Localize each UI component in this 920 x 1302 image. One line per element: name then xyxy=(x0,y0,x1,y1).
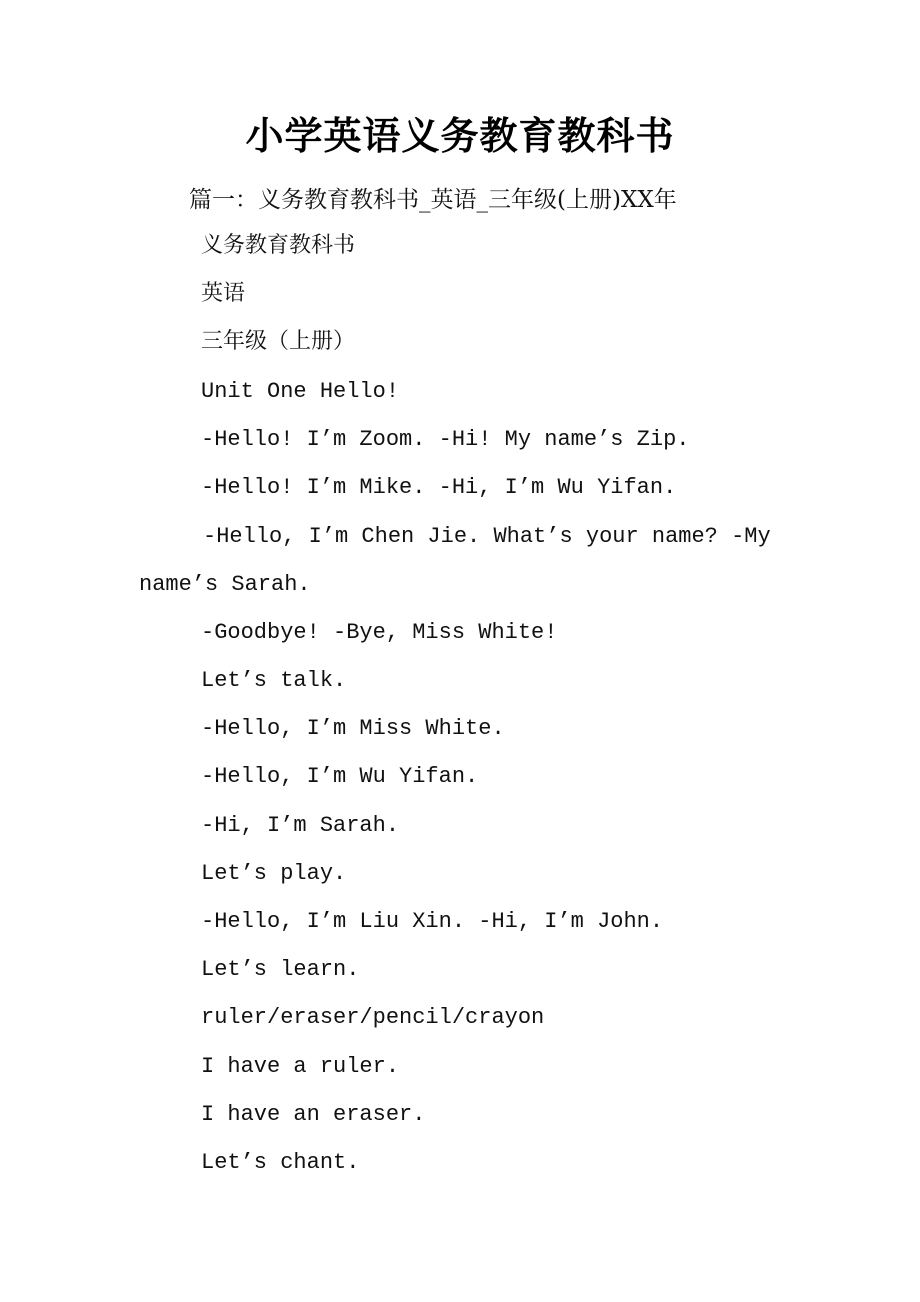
text-line: I have a ruler. xyxy=(201,1054,400,1079)
text-line: -Hello! I’m Mike. -Hi, I’m Wu Yifan. xyxy=(201,475,677,500)
text-line: 义务教育教科书 xyxy=(201,233,356,258)
text-line: -Hello! I’m Zoom. -Hi! My name’s Zip. xyxy=(201,427,690,452)
text-line: 三年级（上册） xyxy=(201,329,356,354)
text-line-continuation: name’s Sarah. xyxy=(139,572,311,597)
text-line: -Hello, I’m Chen Jie. What’s your name? -My xyxy=(203,524,771,549)
unit-heading: Unit One Hello! xyxy=(201,379,400,404)
section-label: Let’s play. xyxy=(201,861,347,886)
text-line: -Goodbye! -Bye, Miss White! xyxy=(201,620,558,645)
text-line: ruler/eraser/pencil/crayon xyxy=(201,1005,545,1030)
section-label: Let’s talk. xyxy=(201,668,347,693)
section-heading: 篇一：义务教育教科书_英语_三年级(上册)XX年 xyxy=(189,187,677,213)
text-line: -Hello, I’m Wu Yifan. xyxy=(201,764,479,789)
document-title: 小学英语义务教育教科书 xyxy=(245,114,675,158)
text-line: 英语 xyxy=(201,281,246,306)
text-line: I have an eraser. xyxy=(201,1102,426,1127)
section-label: Let’s chant. xyxy=(201,1150,360,1175)
text-line: -Hello, I’m Liu Xin. -Hi, I’m John. xyxy=(201,909,664,934)
text-line: -Hi, I’m Sarah. xyxy=(201,813,400,838)
section-label: Let’s learn. xyxy=(201,957,360,982)
text-line: -Hello, I’m Miss White. xyxy=(201,716,505,741)
